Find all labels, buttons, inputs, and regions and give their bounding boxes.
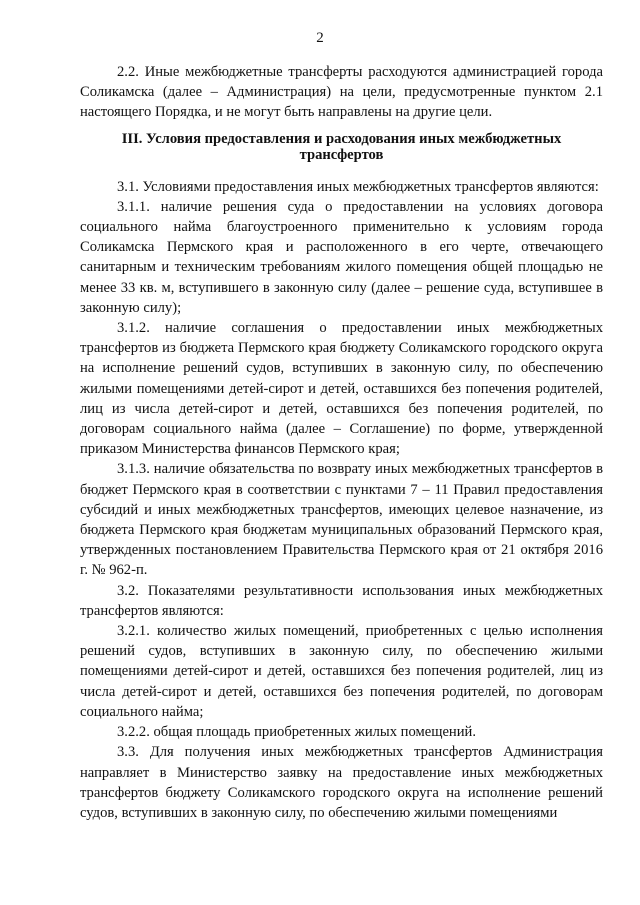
paragraph-3-2-2: 3.2.2. общая площадь приобретенных жилых помещений.: [117, 724, 477, 741]
section-heading: III. Условия предоставления и расходования иных межбюджетных трансфертов: [121, 130, 562, 163]
paragraph-2-2: 2.2. Иные межбюджетные трансферты расходуются администрацией города Соликамска (далее – Администрация) на цели, предусмотренные пунктом 2.1 настоящего Порядка, и не могут быть направлены на другие цели.: [80, 64, 603, 121]
paragraph-3-1-1: 3.1.1. наличие решения суда о предоставлении на условиях договора социального найма благоустроенного применительно к условиям города Соликамска Пермского края и расположенного в его черте, отвечающего санитарным и техническим требованиям жилого помещения общей площадью не менее 33 кв. м, вступившего в законную силу (далее – решение суда, вступившее в законную силу);: [80, 198, 603, 316]
paragraph-3-1: 3.1. Условиями предоставления иных межбюджетных трансфертов являются:: [117, 178, 599, 195]
paragraph-3-2: 3.2. Показателями результативности использования иных межбюджетных трансфертов являются:: [80, 582, 603, 619]
paragraph-3-1-3: 3.1.3. наличие обязательства по возврату иных межбюджетных трансфертов в бюджет Пермского края в соответствии с пунктами 7 – 11 Правил предоставления субсидий и иных межбюджетных трансфертов, имеющих целевое назначение, из бюджета Пермского края бюджетам муниципальных образований Пермского края, утвержденных постановлением Правительства Пермского края от 21 октября 2016 г. № 962-п.: [80, 461, 603, 579]
page-number: 2: [316, 30, 324, 46]
paragraph-3-2-1: 3.2.1. количество жилых помещений, приобретенных с целью исполнения решений судов, вступивших в законную силу, по обеспечению жилыми помещениями детей-сирот и детей, оставшихся без попечения родителей, лиц из числа детей-сирот и детей, оставшихся без попечения родителей, по договорам социального найма;: [80, 623, 603, 720]
paragraph-3-3: 3.3. Для получения иных межбюджетных трансфертов Администрация направляет в Министерство заявку на предоставление иных межбюджетных трансфертов бюджету Соликамского городского округа на исполнение решений судов, вступивших в законную силу, по обеспечению жилыми помещениями: [80, 744, 603, 821]
paragraph-3-1-2: 3.1.2. наличие соглашения о предоставлении иных межбюджетных трансфертов из бюджета Пермского края бюджету Соликамского городского округа на исполнение решений судов, вступивших в законную силу, по обеспечению жилыми помещениями детей-сирот и детей, оставшихся без попечения родителей, лиц из числа детей-сирот и детей, оставшихся без попечения родителей, по договорам социального найма (далее – Соглашение) по форме, утвержденной приказом Министерства финансов Пермского края;: [80, 320, 603, 458]
document-body: [80, 62, 603, 823]
